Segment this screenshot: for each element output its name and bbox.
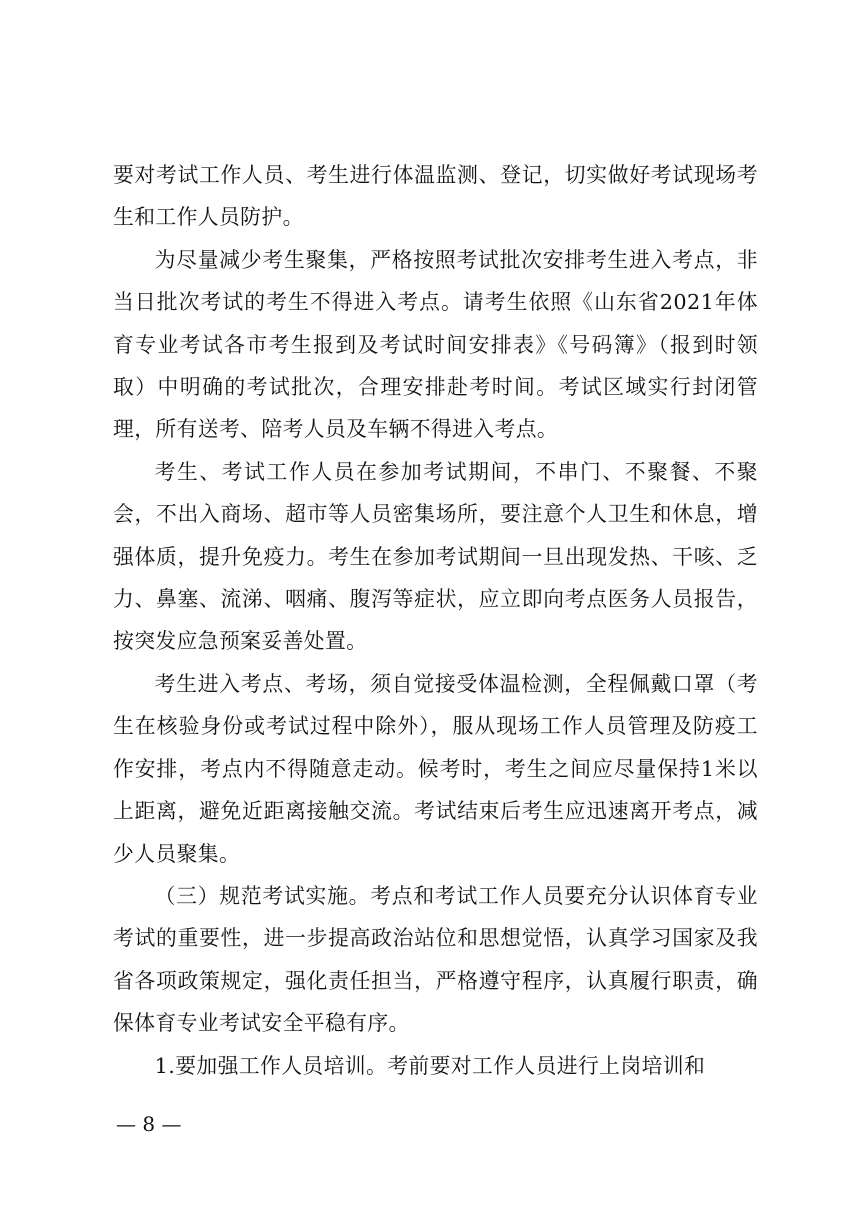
paragraph-section-three: （三）规范考试实施。考点和考试工作人员要充分认识体育专业考试的重要性，进一步提高政治站位和思想觉悟，认真学习国家及我省各项政策规定，强化责任担当，严格遵守程序，认真履行职责，确保体育专业考试安全平稳有序。 (113, 883, 758, 1036)
paragraph-item-one: 1.要加强工作人员培训。考前要对工作人员进行上岗培训和 (154, 1053, 706, 1078)
page-number: — 8 — (116, 1112, 182, 1136)
paragraph-entry-rules: 考生进入考点、考场，须自觉接受体温检测，全程佩戴口罩（考生在核验身份或考试过程中除外），服从现场工作人员管理及防疫工作安排，考点内不得随意走动。候考时，考生之间应尽量保持1米以上距离，避免近距离接触交流。考试结束后考生应迅速离开考点，减少人员聚集。 (113, 671, 758, 866)
paragraph-exam-batches: 为尽量减少考生聚集，严格按照考试批次安排考生进入考点，非当日批次考试的考生不得进入考点。请考生依照《山东省2021年体育专业考试各市考生报到及考试时间安排表》《号码簿》（报到时领取）中明确的考试批次，合理安排赴考时间。考试区域实行封闭管理，所有送考、陪考人员及车辆不得进入考点。 (113, 247, 758, 442)
document-body (113, 154, 758, 1087)
paragraph-continued: 要对考试工作人员、考生进行体温监测、登记，切实做好考试现场考生和工作人员防护。 (113, 163, 758, 230)
paragraph-health-conduct: 考生、考试工作人员在参加考试期间，不串门、不聚餐、不聚会，不出入商场、超市等人员密集场所，要注意个人卫生和休息，增强体质，提升免疫力。考生在参加考试期间一旦出现发热、干咳、乏力、鼻塞、流涕、咽痛、腹泻等症状，应立即向考点医务人员报告，按突发应急预案妥善处置。 (113, 459, 758, 654)
